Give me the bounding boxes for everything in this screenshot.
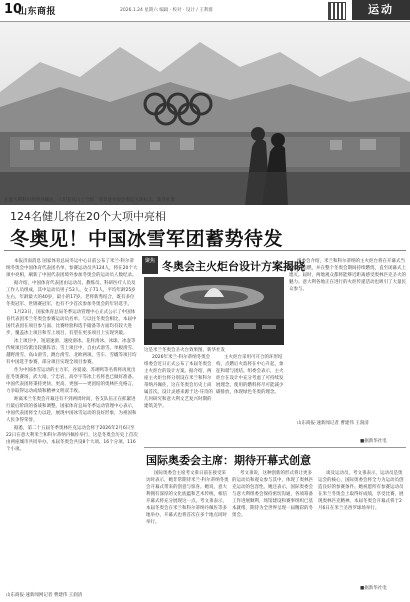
- article3-column-c: [318, 470, 406, 580]
- paragraph: 作为中国冰雪运动的主力军，谷爱凌、苏翊鸣等名将将再度出征冬奥赛场，武大靖、宁忠岩、高亭宇等冰上名将也已做好准备。中国代表团将秉持更快、更高、更强——更团结的奥林匹克格言，力争取得运动成绩和精神文明双丰收。: [6, 368, 137, 394]
- paragraph: 据介绍，中国体育代表团由运动员、教练员、科研医疗人员及工作人员组成，其中运动员男子53人、女子71人，平均年龄25岁左右，年龄最大的40岁，最小的17岁。老将新秀结合，既有多位冬奥冠军、世锦赛冠军，也有不少首次参加冬奥会的年轻选手。: [6, 281, 136, 307]
- paragraph: 据悉，第二十五届冬季奥林匹克运动会将于2026年2月6日至22日在意大利米兰和科尔蒂纳丹佩佐举行，这是冬奥会历史上首次由两座城市共同举办。本届冬奥会共设8个大项、16个分项、116个小项。: [6, 426, 138, 452]
- article2-column-b: [216, 354, 286, 444]
- photo-caption: 在意大利科尔蒂纳丹佩佐，人们在高山上合影，背景是冬奥会奥运五环标志。新华社发: [4, 198, 175, 203]
- article3-column-b: [232, 470, 316, 592]
- divider: [4, 250, 406, 251]
- article3-byline: ■据新华社电: [360, 586, 387, 591]
- paragraph: 主火炬台采用可开合的环形结构，点燃后火焰将在中心升起，象征和谐与团结。组委会表示，主火炬台在设计中充分考虑了可持续发展理念，使用的燃料将尽可能减少碳排放，体现绿色冬奥的理念。: [216, 355, 284, 395]
- article3-column-a: [146, 470, 230, 592]
- lead-photo: [0, 22, 410, 205]
- divider: [144, 447, 406, 448]
- paragraph: 冰上项目中，短道速滑、速度滑冰、花样滑冰、冰球、冰壶等传统项目均派出较强阵容；雪上项目中，自由式滑雪、单板滑雪、越野滑雪、高山滑雪、跳台滑雪、北欧两项、雪车、雪橇等项目均有中国选手参赛，部分项目实现全项目参赛。: [6, 339, 137, 365]
- article2-column-a: [144, 354, 214, 444]
- paragraph: 1月23日，国家体育总局冬季运动管理中心正式公示了中国体育代表团米兰冬奥会参赛运动员名单。与以往冬奥会相比，本届中国代表团在项目参与面、比赛经验和选手储备等方面均有较大进步，覆盖冰上项目和雪上项目，有望在更多项目上实现突破。: [6, 310, 137, 336]
- paragraph: 考文垂说，这种创新的形式将让更多的运动员和观众参与其中，体现了奥林匹克运动的包容性。她还表示，国际奥委会与意大利组委会保持密切沟通，各项筹备工作进展顺利，场馆建设和赛事组织已基本就绪，期待为全世界呈现一届精彩的冬奥会。: [232, 471, 313, 518]
- page-number: 10: [4, 2, 23, 17]
- section-tab: 运动: [352, 0, 410, 20]
- article2-column-right: [289, 258, 407, 418]
- page-header: [0, 0, 410, 22]
- footer-credit: 山东商报·速新闻网记者 曹建伟 王润清: [6, 593, 83, 598]
- paragraph: 组委会介绍，米兰和科尔蒂纳的主火炬台将在开幕式当晚同时点燃，并在整个冬奥会期间持续燃烧，直至闭幕式上熄灭。届时，两地观众都将能够近距离感受奥林匹克圣火的魅力。意大利各地正在进行的火炬传递活动也吸引了大量民众参与。: [289, 259, 406, 292]
- article-main-column: [6, 258, 138, 588]
- inset-caption: 这是米兰冬奥会圣火台效果图。新华社发: [144, 348, 225, 353]
- paragraph: 2026年米兰-科尔蒂纳冬奥会组委会近日正式公布了本届冬奥会主火炬台的设计方案。据介绍，两座主火炬台将分别设在米兰和科尔蒂纳丹佩佐，这在冬奥会历史上尚属首次。设计灵感来源于达·芬奇的几何研究和意大利文艺复兴时期的建筑美学。: [144, 355, 213, 409]
- article3-headline: 国际奥委会主席：期待开幕式创意: [146, 454, 311, 467]
- lead-headline: 冬奥见！中国冰雪军团蓄势待发: [10, 228, 284, 250]
- article2-headline: 冬奥会主火炬台设计方案揭晓: [162, 260, 305, 273]
- article2-byline: ■据新华社电: [360, 439, 387, 444]
- paragraph: 国际奥委会主席考文垂日前在接受采访时表示，她非常期待米兰-科尔蒂纳冬奥会开幕式带来的创意与惊喜。她说，意大利拥有深厚的文化底蕴和艺术传统，相信开幕式将充分展现这一点。考文垂表示，本届冬奥会在米兰和科尔蒂纳丹佩佐等多地举办，开幕式也将首次在多个地点同时举行。: [146, 471, 229, 525]
- dateline: 2026.1.24 星期六 编辑 · 校对 · 设计 / 王利群: [120, 8, 213, 13]
- torch-photo: [144, 277, 284, 345]
- section-kicker-badge: 聚焦: [142, 256, 158, 274]
- paragraph: 距离米兰冬奥会开幕还有不到两周时间，各支队伍正在抓紧进行最后阶段的备战和调整。国家体育总局冬季运动管理中心表示，中国代表团将全力以赴，展现中国冰雪运动的良好形象，为祖国和人民争得荣誉。: [6, 397, 137, 423]
- byline: 山东商报·速新闻记者 曹建伟 王润清: [297, 421, 369, 426]
- qr-code-icon: [328, 2, 346, 20]
- mountain-scene-illustration: [0, 22, 410, 205]
- paragraph: 谈及运动员，考文垂表示，运动员是奥运会的核心，国际奥委会将全力为运动员创造良好的参赛条件。她祝愿所有参赛运动员在米兰冬奥会上取得好成绩，享受比赛，展现奥林匹克精神。本届冬奥会开幕式将于2月6日在米兰圣西罗球场举行。: [318, 471, 404, 511]
- paper-name: 山东商报: [18, 7, 57, 17]
- article1-byline-column: [289, 420, 407, 444]
- lead-kicker: 124名健儿将在20个大项中亮相: [10, 210, 166, 223]
- paragraph: 本报济南消息 国家体育总局冬运中心日前公布了米兰-科尔蒂纳冬奥会中国体育代表团名单，参赛运动员共124人，将在20个大项中亮相，刷新了中国代表团境外参加冬奥会的运动员人数纪录。: [6, 259, 138, 278]
- torch-illustration: [144, 277, 284, 345]
